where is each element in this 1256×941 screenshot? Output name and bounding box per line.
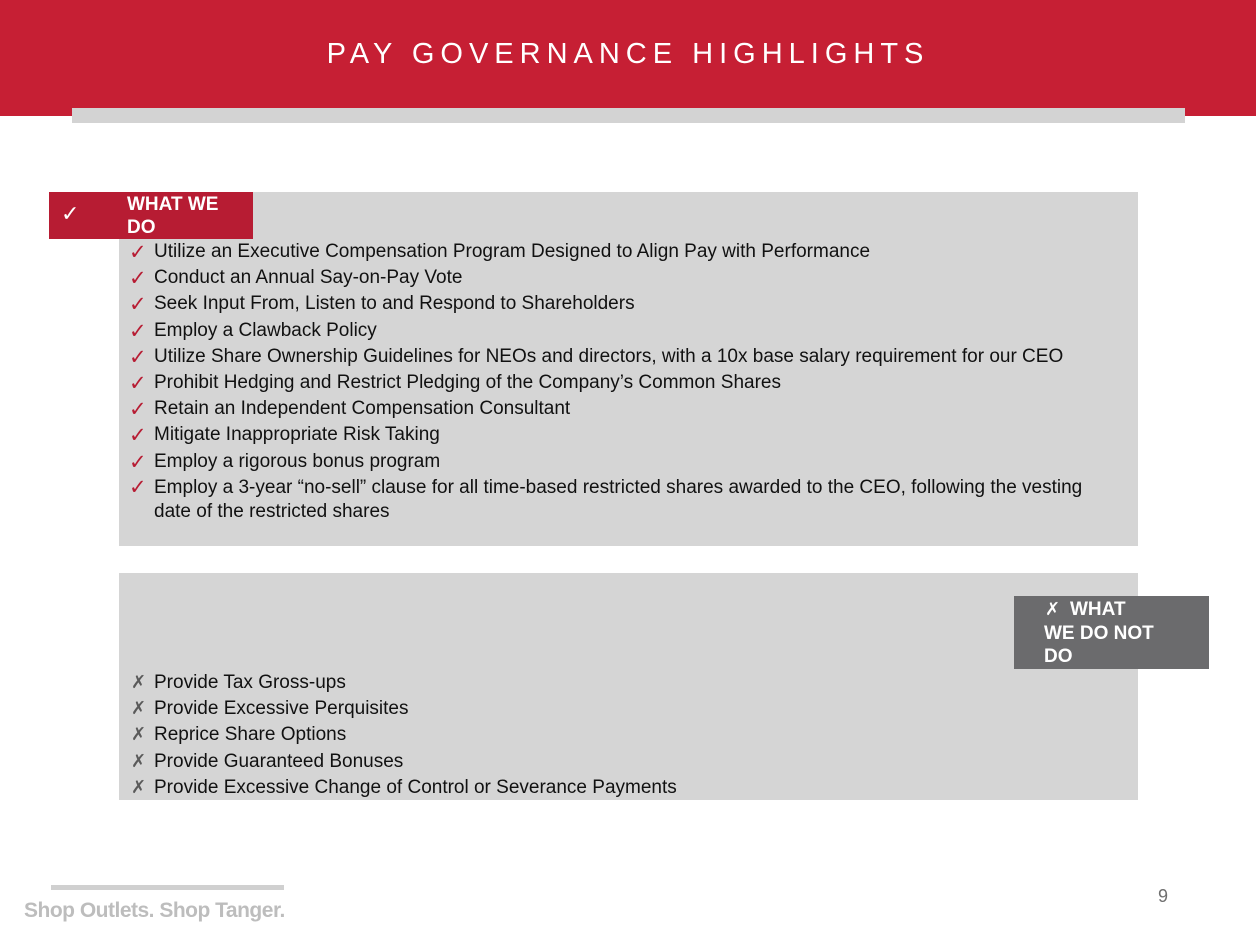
footer-divider <box>51 885 284 890</box>
x-icon: ✗ <box>131 672 147 693</box>
x-icon: ✗ <box>131 724 147 746</box>
list-item: ✓ Retain an Independent Compensation Consultant <box>129 397 571 422</box>
check-icon: ✓ <box>129 371 147 396</box>
check-icon: ✓ <box>129 318 147 343</box>
x-icon: ✗ <box>131 776 147 798</box>
page-title: PAY GOVERNANCE HIGHLIGHTS <box>326 38 930 70</box>
list-item: ✓ Seek Input From, Listen to and Respond to Shareholders <box>129 292 635 317</box>
check-icon: ✓ <box>129 449 147 474</box>
check-icon: ✓ <box>61 202 80 227</box>
what-we-do-not-do-label: WHAT WE DO NOT DO <box>1044 599 1154 667</box>
check-icon: ✓ <box>129 397 147 422</box>
check-icon: ✓ <box>129 423 147 448</box>
list-item: ✗ Provide Excessive Change of Control or Severance Payments <box>129 775 1029 801</box>
list-item: ✗ Provide Guaranteed Bonuses <box>129 749 1029 775</box>
what-we-do-label: WHAT WE DO <box>127 194 219 238</box>
page-number: 9 <box>1158 886 1169 906</box>
check-icon: ✓ <box>129 344 147 369</box>
list-item: ✓ Mitigate Inappropriate Risk Taking <box>129 423 440 448</box>
list-item: ✓ Prohibit Hedging and Restrict Pledging of the Company’s Common Shares <box>129 371 781 396</box>
list-item: ✗ Reprice Share Options <box>129 722 1029 748</box>
x-icon: ✗ <box>1045 599 1061 620</box>
list-item: ✓ Employ a Clawback Policy <box>129 318 377 343</box>
list-item: ✓ Employ a rigorous bonus program <box>129 449 441 474</box>
check-icon: ✓ <box>129 266 147 291</box>
check-icon: ✓ <box>129 240 147 264</box>
list-item: ✓ Utilize an Executive Compensation Program Designed to Align Pay with Performance <box>129 240 871 264</box>
check-icon: ✓ <box>129 292 147 317</box>
list-item: ✓ Conduct an Annual Say-on-Pay Vote <box>129 266 463 291</box>
list-item: ✓ Employ a 3-year “no-sell” clause for all time-based restricted shares awarded to the CEO, following the vesting date of the restricted shares <box>129 474 1083 522</box>
check-icon: ✓ <box>129 474 147 499</box>
list-item: ✗ Provide Excessive Perquisites <box>129 696 1029 722</box>
x-icon: ✗ <box>131 698 147 720</box>
list-item: ✗ Provide Tax Gross-ups <box>129 670 1029 696</box>
what-we-do-not-do-tag <box>1014 596 1209 669</box>
list-item: ✓ Utilize Share Ownership Guidelines for NEOs and directors, with a 10x base salary requirement for our CEO <box>129 344 1064 369</box>
what-we-do-tag <box>49 192 253 239</box>
footer-slogan: Shop Outlets. Shop Tanger. <box>24 899 285 922</box>
header-underbar <box>72 108 1185 123</box>
what-we-do-list <box>129 239 1129 524</box>
what-we-do-not-do-list <box>129 670 1029 801</box>
x-icon: ✗ <box>131 750 147 772</box>
